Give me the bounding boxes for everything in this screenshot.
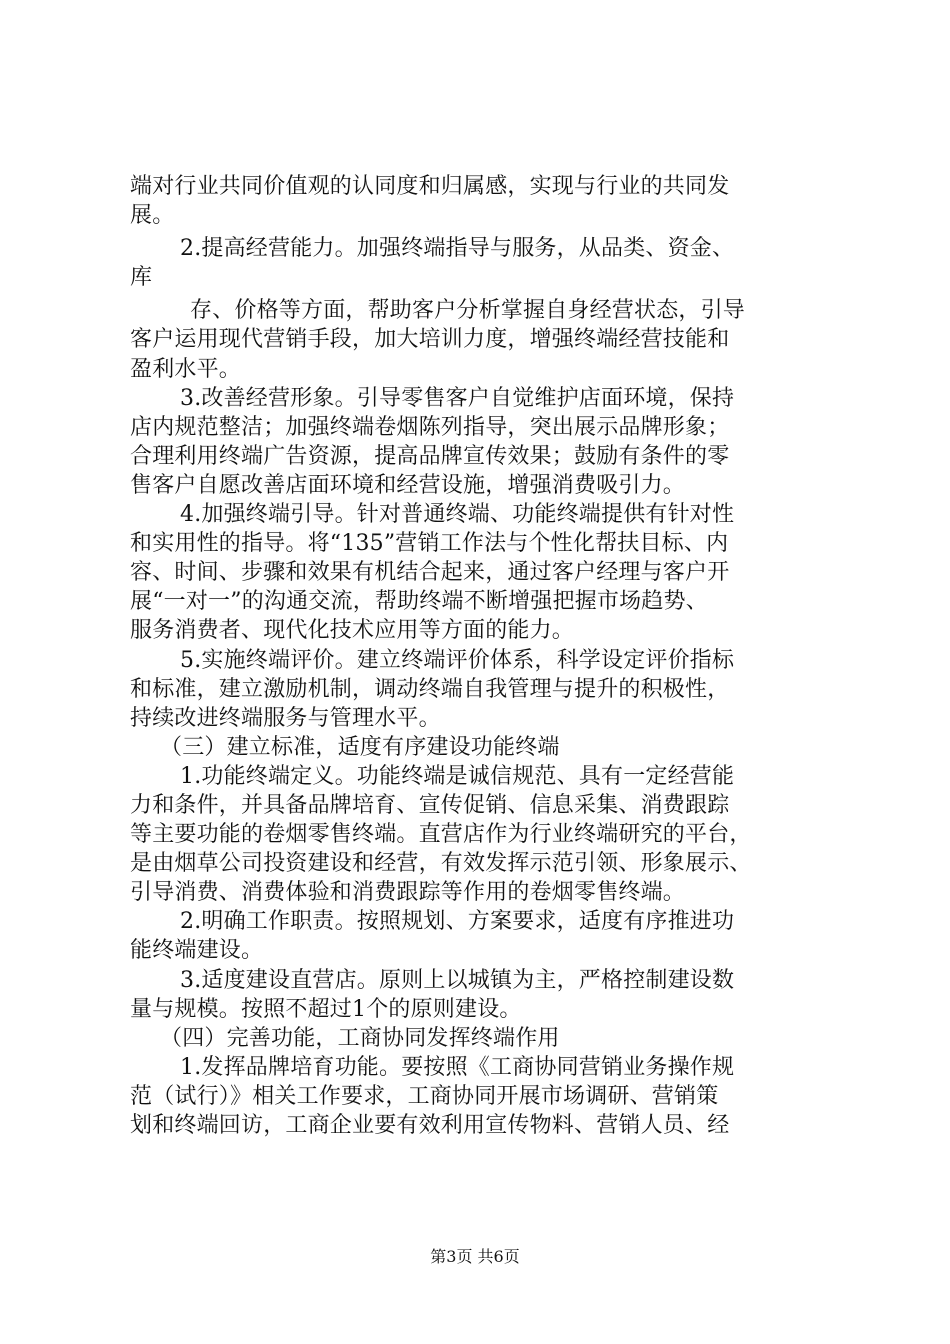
paragraph-start: 4.加强终端引导。针对普通终端、功能终端提供有针对性 <box>180 502 735 528</box>
document-body <box>130 172 830 1140</box>
text-line: 端对行业共同价值观的认同度和归属感，实现与行业的共同发 <box>130 174 730 199</box>
text-line: 和标准，建立激励机制，调动终端自我管理与提升的积极性， <box>130 676 730 702</box>
text-line: 和实用性的指导。将“135”营销工作法与个性化帮扶目标、内 <box>130 531 729 557</box>
page-number-footer: 第3页 共6页 <box>430 1247 520 1266</box>
text-line: 存、价格等方面，帮助客户分析掌握自身经营状态，引导 <box>190 298 746 324</box>
text-line: 引导消费、消费体验和消费跟踪等作用的卷烟零售终端。 <box>130 880 686 906</box>
section-heading: （三）建立标准，适度有序建设功能终端 <box>160 734 560 760</box>
text-line: 持续改进终端服务与管理水平。 <box>130 705 441 731</box>
text-line: 售客户自愿改善店面环境和经营设施，增强消费吸引力。 <box>130 472 686 498</box>
text-line: 展。 <box>130 203 175 229</box>
text-line: 划和终端回访，工商企业要有效利用宣传物料、营销人员、经 <box>130 1113 730 1138</box>
text-line: 店内规范整洁；加强终端卷烟陈列指导，突出展示品牌形象； <box>130 414 730 440</box>
paragraph-start: 5.实施终端评价。建立终端评价体系，科学设定评价指标 <box>180 647 735 673</box>
paragraph-start: 1.功能终端定义。功能终端是诚信规范、具有一定经营能 <box>180 763 735 789</box>
text-line: 盈利水平。 <box>130 356 242 382</box>
paragraph-start: 3.适度建设直营店。原则上以城镇为主，严格控制建设数 <box>180 967 735 993</box>
section-heading: （四）完善功能，工商协同发挥终端作用 <box>160 1025 560 1051</box>
text-line: 等主要功能的卷烟零售终端。直营店作为行业终端研究的平台， <box>130 822 752 848</box>
paragraph-start: 3.改善经营形象。引导零售客户自觉维护店面环境，保持 <box>180 385 735 411</box>
paragraph-start: 1.发挥品牌培育功能。要按照《工商协同营销业务操作规 <box>180 1054 735 1080</box>
paragraph-start: 2.提高经营能力。加强终端指导与服务，从品类、资金、 <box>180 236 735 262</box>
text-line: 能终端建设。 <box>130 938 264 964</box>
paragraph-start: 2.明确工作职责。按照规划、方案要求，适度有序推进功 <box>180 909 735 935</box>
text-line: 服务消费者、现代化技术应用等方面的能力。 <box>130 618 575 644</box>
text-line: 容、时间、步骤和效果有机结合起来，通过客户经理与客户开 <box>130 560 730 586</box>
text-line: 是由烟草公司投资建设和经营，有效发挥示范引领、形象展示、 <box>130 851 752 877</box>
text-line: 展“一对一”的沟通交流，帮助终端不断增强把握市场趋势、 <box>130 589 708 615</box>
text-line: 力和条件，并具备品牌培育、宣传促销、信息采集、消费跟踪 <box>130 792 730 818</box>
text-line: 库 <box>130 265 153 291</box>
text-line: 合理利用终端广告资源，提高品牌宣传效果；鼓励有条件的零 <box>130 443 730 469</box>
text-line: 量与规模。按照不超过1个的原则建设。 <box>130 996 522 1022</box>
text-line: 范（试行）》相关工作要求，工商协同开展市场调研、营销策 <box>130 1083 719 1109</box>
text-line: 客户运用现代营销手段，加大培训力度，增强终端经营技能和 <box>130 327 730 353</box>
